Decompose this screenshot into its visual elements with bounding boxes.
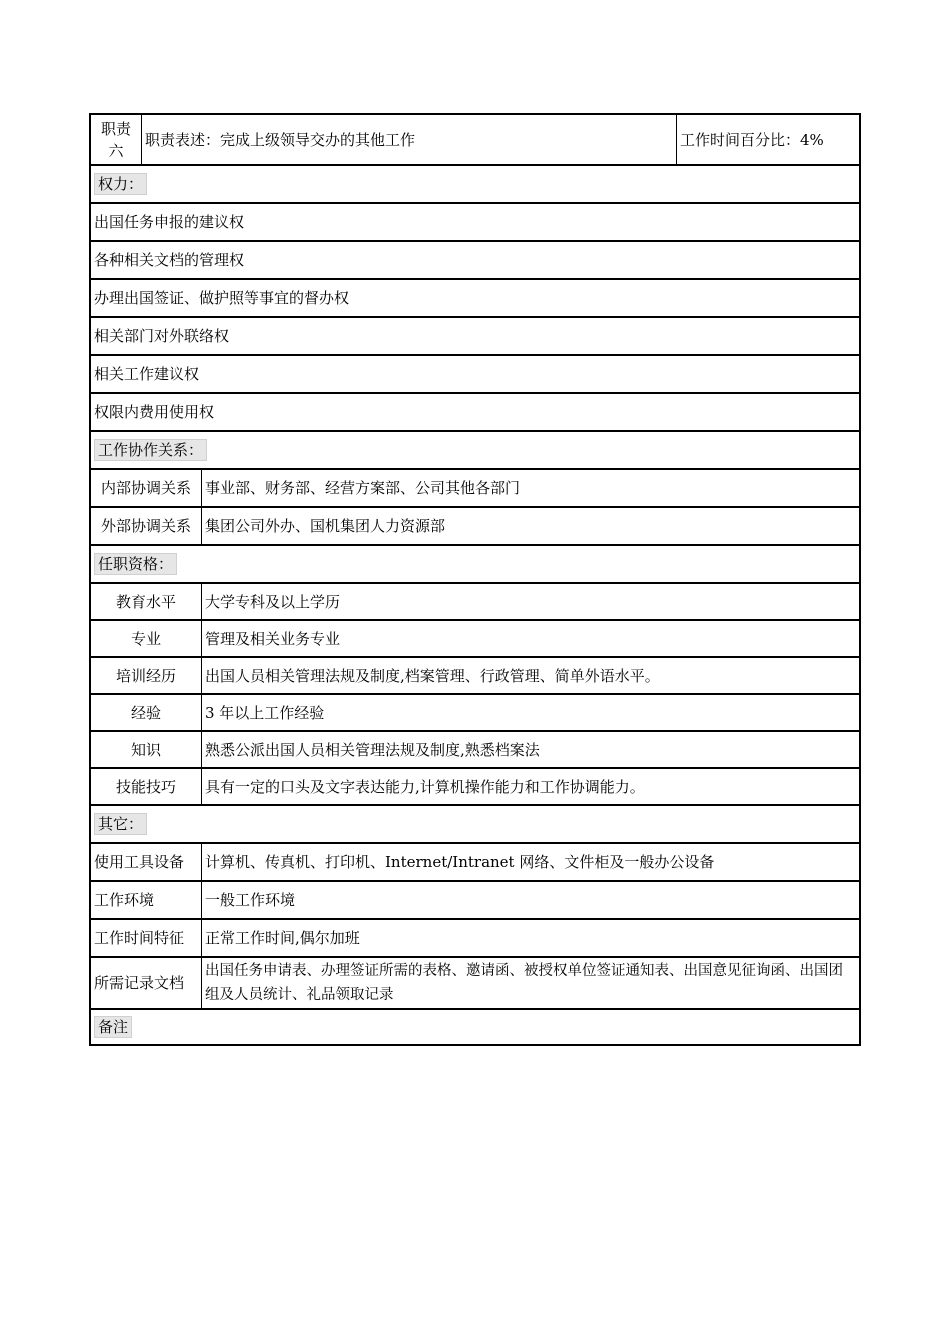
authority-item-text: 权限内费用使用权: [94, 403, 215, 421]
other-row: [89, 880, 861, 918]
authority-header-row: [89, 164, 861, 202]
authority-item: [89, 392, 861, 430]
duty-label: [91, 115, 142, 164]
other-value: 计算机、传真机、打印机、Internet/Intranet 网络、文件柜及一般办公设备: [205, 853, 715, 871]
authority-item-text: 出国任务申报的建议权: [94, 213, 245, 231]
qualification-value: 出国人员相关管理法规及制度,档案管理、行政管理、简单外语水平。: [205, 666, 660, 685]
other-label: 所需记录文档: [91, 958, 202, 1008]
duty-description: 职责表述：完成上级领导交办的其他工作: [142, 115, 677, 164]
duty-label-text: 职责六: [100, 119, 131, 160]
authority-title: 权力：: [94, 173, 147, 195]
relations-row: [89, 506, 861, 544]
qualifications-title: 任职资格：: [94, 553, 177, 575]
authority-item: [89, 278, 861, 316]
authority-item: [89, 354, 861, 392]
qualification-value: 大学专科及以上学历: [205, 592, 341, 611]
other-value: 正常工作时间,偶尔加班: [205, 929, 360, 947]
qualification-label: 专业: [91, 621, 202, 656]
authority-item-text: 相关部门对外联络权: [94, 327, 230, 345]
qualification-value: 熟悉公派出国人员相关管理法规及制度,熟悉档案法: [205, 740, 540, 759]
other-label: 使用工具设备: [91, 844, 202, 880]
other-row: [89, 918, 861, 956]
duty-time-percent: 工作时间百分比：4%: [680, 130, 824, 149]
other-value: 一般工作环境: [205, 891, 296, 909]
other-header-row: [89, 804, 861, 842]
notes-row: [89, 1008, 861, 1046]
relations-title: 工作协作关系：: [94, 439, 207, 461]
qualification-row: [89, 767, 861, 804]
qualification-row: [89, 730, 861, 767]
qualification-row: [89, 693, 861, 730]
authority-item-text: 各种相关文档的管理权: [94, 251, 245, 269]
qualification-row: [89, 656, 861, 693]
qualification-value: 3 年以上工作经验: [205, 703, 325, 722]
authority-item-text: 相关工作建议权: [94, 365, 200, 383]
authority-item: [89, 240, 861, 278]
authority-item-text: 办理出国签证、做护照等事宜的督办权: [94, 289, 350, 307]
qualification-label: 培训经历: [91, 658, 202, 693]
notes-title: 备注: [94, 1016, 132, 1038]
qualification-value: 具有一定的口头及文字表达能力,计算机操作能力和工作协调能力。: [205, 777, 645, 796]
qualifications-header-row: [89, 544, 861, 582]
qualification-label: 经验: [91, 695, 202, 730]
other-title: 其它：: [94, 813, 147, 835]
other-label: 工作环境: [91, 882, 202, 918]
other-value: 出国任务申请表、办理签证所需的表格、邀请函、被授权单位签证通知表、出国意见征询函、出国团组及人员统计、礼品领取记录: [205, 963, 843, 1003]
relations-row: [89, 468, 861, 506]
job-description-table: [89, 113, 861, 1046]
authority-item: [89, 316, 861, 354]
relations-header-row: [89, 430, 861, 468]
authority-item: [89, 202, 861, 240]
qualification-label: 教育水平: [91, 584, 202, 619]
relations-label: 外部协调关系: [91, 508, 202, 544]
relations-value: 事业部、财务部、经营方案部、公司其他各部门: [205, 479, 521, 497]
qualification-label: 知识: [91, 732, 202, 767]
qualification-label: 技能技巧: [91, 769, 202, 804]
qualification-value: 管理及相关业务专业: [205, 629, 341, 648]
qualification-row: [89, 619, 861, 656]
relations-label: 内部协调关系: [91, 470, 202, 506]
qualification-row: [89, 582, 861, 619]
other-label: 工作时间特征: [91, 920, 202, 956]
duty-row: [89, 113, 861, 164]
other-row: [89, 956, 861, 1008]
relations-value: 集团公司外办、国机集团人力资源部: [205, 517, 446, 535]
other-row: [89, 842, 861, 880]
